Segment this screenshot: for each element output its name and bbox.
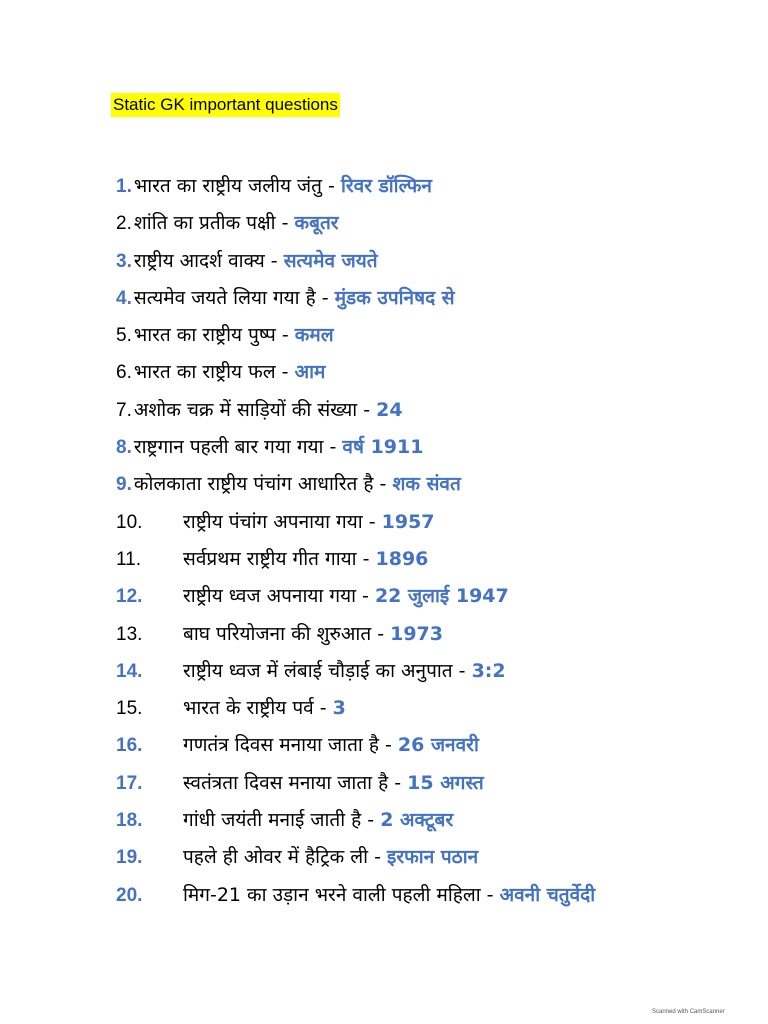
- item-number: 9.: [116, 474, 132, 496]
- item-answer: रिवर डॉल्फिन: [340, 175, 432, 197]
- item-number: 20.: [116, 884, 143, 906]
- list-item: [116, 727, 595, 764]
- item-number: 19.: [116, 847, 143, 869]
- item-number: 14.: [116, 660, 143, 682]
- question-list: [116, 168, 595, 914]
- item-answer: वर्ष 1911: [342, 436, 424, 459]
- item-question: भारत का राष्ट्रीय पुष्प -: [133, 324, 295, 347]
- item-question: गांधी जयंती मनाई जाती है -: [183, 809, 381, 832]
- item-answer: कमल: [294, 324, 334, 347]
- scanner-watermark: Scanned with CamScanner: [652, 1009, 725, 1015]
- list-item: [116, 392, 595, 429]
- item-question: मिग-21 का उड़ान भरने वाली पहली महिला -: [183, 883, 500, 906]
- item-question: भारत के राष्ट्रीय पर्व -: [183, 697, 333, 720]
- item-answer: 24: [376, 398, 403, 421]
- item-answer: 22 जुलाई 1947: [374, 585, 509, 608]
- list-item: [116, 168, 595, 205]
- item-number: 15.: [116, 698, 143, 720]
- item-number: 12.: [116, 586, 143, 608]
- list-item: [116, 317, 595, 354]
- page-title: Static GK important questions: [111, 93, 340, 117]
- item-answer: 1973: [390, 622, 443, 645]
- list-item: [116, 541, 595, 578]
- item-number: 18.: [116, 810, 143, 832]
- item-question: शांति का प्रतीक पक्षी -: [133, 212, 295, 235]
- item-question: राष्ट्रीय पंचांग अपनाया गया -: [183, 510, 382, 533]
- list-item: [116, 765, 595, 802]
- item-question: सर्वप्रथम राष्ट्रीय गीत गाया -: [183, 547, 376, 570]
- item-question: राष्ट्रीय ध्वज अपनाया गया -: [183, 585, 375, 608]
- list-item: [116, 205, 595, 242]
- list-item: [116, 839, 595, 876]
- item-answer: 3:2: [471, 659, 506, 682]
- item-question: राष्ट्रीय आदर्श वाक्य -: [133, 249, 284, 272]
- item-number: 1.: [116, 176, 132, 197]
- item-question: कोलकाता राष्ट्रीय पंचांग आधारित है -: [133, 473, 393, 496]
- item-number: 3.: [116, 250, 132, 272]
- list-item: [116, 578, 595, 615]
- item-answer: सत्यमेव जयते: [283, 249, 378, 272]
- item-answer: इरफान पठान: [387, 846, 479, 869]
- list-item: [116, 429, 595, 466]
- item-number: 4.: [116, 287, 132, 309]
- item-question: अशोक चक्र में साड़ियों की संख्या -: [133, 398, 377, 421]
- item-question: भारत का राष्ट्रीय जलीय जंतु -: [133, 175, 341, 197]
- list-item: [116, 280, 595, 317]
- item-answer: 2 अक्टूबर: [380, 809, 454, 832]
- list-item: [116, 354, 595, 391]
- list-item: [116, 802, 595, 839]
- item-answer: 3: [332, 697, 346, 720]
- item-answer: मुंडक उपनिषद से: [334, 286, 455, 309]
- item-answer: 1957: [381, 510, 435, 533]
- item-answer: 26 जनवरी: [397, 734, 479, 757]
- list-item: [116, 616, 595, 653]
- item-number: 7.: [116, 399, 132, 421]
- item-question: सत्यमेव जयते लिया गया है -: [133, 286, 335, 309]
- item-answer: शक संवत: [392, 473, 461, 496]
- list-item: [116, 877, 595, 914]
- item-question: गणतंत्र दिवस मनाया जाता है -: [183, 734, 398, 757]
- item-number: 8.: [116, 437, 132, 459]
- item-question: पहले ही ओवर में हैट्रिक ली -: [183, 846, 388, 869]
- item-number: 2.: [116, 213, 132, 235]
- item-answer: 1896: [375, 547, 429, 570]
- list-item: [116, 504, 595, 541]
- item-question: भारत का राष्ट्रीय फल -: [133, 361, 295, 384]
- item-question: राष्ट्रगान पहली बार गया गया -: [133, 436, 343, 459]
- item-number: 17.: [116, 772, 143, 794]
- item-question: स्वतंत्रता दिवस मनाया जाता है -: [183, 771, 408, 794]
- item-number: 10.: [116, 511, 143, 533]
- list-item: [116, 690, 595, 727]
- item-number: 11.: [116, 548, 142, 570]
- item-number: 16.: [116, 735, 143, 757]
- item-question: बाघ परियोजना की शुरुआत -: [183, 622, 391, 645]
- item-number: 5.: [116, 325, 132, 347]
- item-answer: अवनी चतुर्वेदी: [499, 883, 596, 906]
- list-item: [116, 653, 595, 690]
- item-answer: आम: [294, 361, 326, 384]
- list-item: [116, 243, 595, 280]
- item-answer: कबूतर: [294, 212, 339, 235]
- list-item: [116, 466, 595, 503]
- item-question: राष्ट्रीय ध्वज में लंबाई चौड़ाई का अनुपात -: [183, 659, 472, 682]
- item-number: 6.: [116, 362, 132, 384]
- item-number: 13.: [116, 623, 143, 645]
- item-answer: 15 अगस्त: [407, 771, 484, 794]
